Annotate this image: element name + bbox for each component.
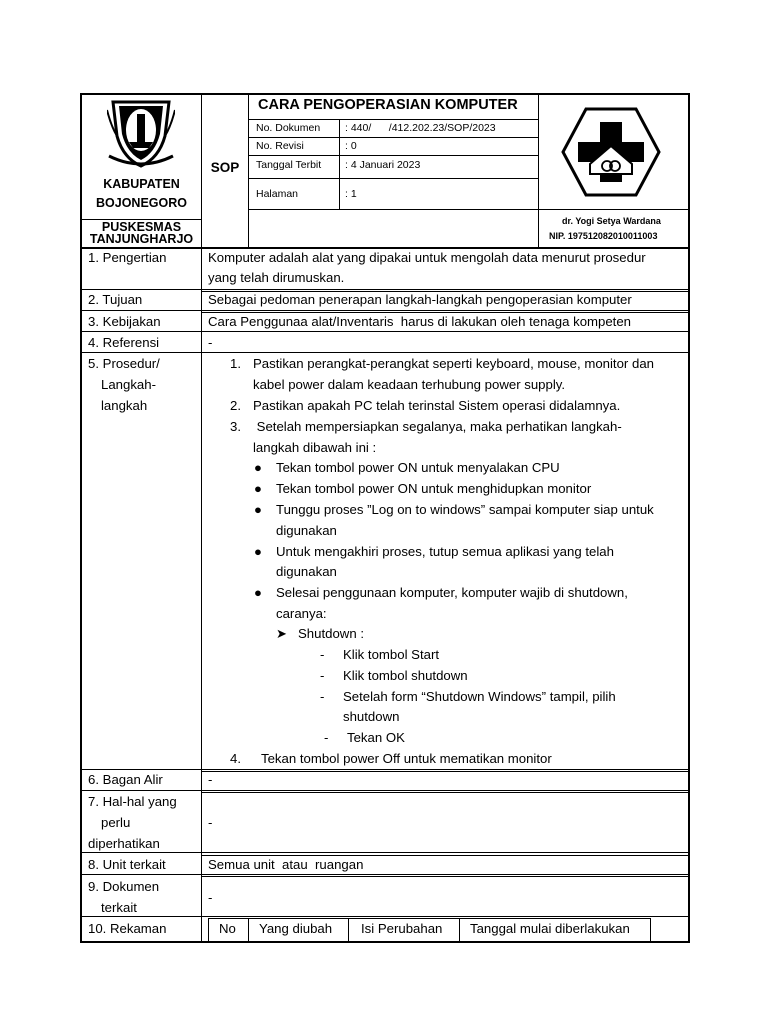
meta-label-halaman: Halaman	[256, 188, 299, 200]
dash-2-line-1: Klik tombol shutdown	[343, 668, 468, 683]
step-3-line-1: Setelah mempersiapkan segalanya, maka perhatikan langkah-	[253, 419, 622, 434]
document-title: CARA PENGOPERASIAN KOMPUTER	[258, 97, 518, 113]
meta-value-tanggal-terbit: : 4 Januari 2023	[345, 159, 421, 171]
step-2-number: 2.	[230, 398, 241, 413]
meta-label-no-dokumen: No. Dokumen	[256, 122, 321, 134]
bullet-4-line-1: Untuk mengakhiri proses, tutup semua aplikasi yang telah	[276, 544, 614, 559]
label-kebijakan: 3. Kebijakan	[88, 314, 161, 329]
step-1-line-2: kabel power dalam keadaan terhubung power supply.	[253, 377, 566, 392]
dash-4-line-1: Tekan OK	[347, 730, 405, 745]
meta-line-2	[248, 155, 538, 156]
rekaman-right	[650, 918, 651, 941]
row-line-4	[80, 352, 690, 353]
meta-value-no-revisi: : 0	[345, 140, 357, 152]
unit-terkait-text: Semua unit atau ruangan	[208, 857, 364, 872]
bullet-icon: ●	[254, 544, 262, 559]
meta-line-4	[248, 209, 688, 210]
row-line-8	[80, 874, 690, 875]
label-dokumen-terkait-line-2: terkait	[101, 900, 137, 915]
bullet-2-line-1: Tekan tombol power ON untuk menghidupkan monitor	[276, 481, 592, 496]
rekaman-col-2	[348, 918, 349, 941]
divider-sop-meta	[248, 93, 249, 248]
meta-line-0	[248, 119, 538, 120]
label-prosedur-line-2: Langkah-	[101, 377, 156, 392]
dash-icon: -	[320, 647, 325, 662]
pengertian-line-2: yang telah dirumuskan.	[208, 270, 345, 285]
bullet-5-line-1: Selesai penggunaan komputer, komputer wajib di shutdown,	[276, 585, 628, 600]
puskesmas-name-line-1: PUSKESMAS	[101, 220, 182, 234]
dash-icon: -	[324, 730, 329, 745]
row-line-1	[80, 289, 690, 290]
step-3-line-2: langkah dibawah ini :	[253, 440, 377, 455]
rekaman-col-no: No	[219, 921, 236, 936]
label-prosedur-line-1: 5. Prosedur/	[88, 356, 160, 371]
bullet-4-line-2: digunakan	[276, 564, 337, 579]
rekaman-top	[208, 918, 651, 919]
bullet-3-line-2: digunakan	[276, 523, 337, 538]
row-line-2b	[201, 312, 688, 313]
referensi-text: -	[208, 335, 213, 350]
label-dokumen-terkait-line-1: 9. Dokumen	[88, 879, 160, 894]
divider-meta-logo	[538, 93, 539, 248]
rekaman-col-1	[248, 918, 249, 941]
label-prosedur-line-3: langkah	[101, 398, 148, 413]
regency-name-line-2: BOJONEGORO	[96, 196, 187, 210]
step-4-text: Tekan tombol power Off untuk mematikan monitor	[261, 751, 552, 766]
regency-name-line-1: KABUPATEN	[103, 177, 180, 191]
row-line-2	[80, 310, 690, 311]
meta-line-1	[248, 137, 538, 138]
bagan-alir-text: -	[208, 772, 213, 787]
rekaman-col-isi-perubahan: Isi Perubahan	[361, 921, 443, 936]
row-line-6b	[201, 792, 688, 793]
puskesmas-name-line-2: TANJUNGHARJO	[89, 232, 194, 246]
row-line-3	[80, 331, 690, 332]
rekaman-left	[208, 918, 209, 941]
label-pengertian: 1. Pengertian	[88, 250, 167, 265]
bullet-icon: ●	[254, 460, 262, 475]
pengertian-line-1: Komputer adalah alat yang dipakai untuk mengolah data menurut prosedur	[208, 250, 646, 265]
label-hal-hal-line-3: diperhatikan	[88, 836, 160, 851]
label-bagan-alir: 6. Bagan Alir	[88, 772, 163, 787]
label-referensi: 4. Referensi	[88, 335, 160, 350]
row-line-7b	[201, 855, 688, 856]
puskesmas-logo	[560, 106, 662, 198]
label-hal-hal-line-2: perlu	[101, 815, 131, 830]
row-line-9	[80, 916, 690, 917]
dash-3-line-2: shutdown	[343, 709, 400, 724]
kebijakan-text: Cara Penggunaa alat/Inventaris harus di lakukan oleh tenaga kompeten	[208, 314, 632, 329]
outer-border-top	[80, 93, 690, 95]
meta-value-no-dokumen: : 440/ /412.202.23/SOP/2023	[345, 122, 496, 134]
rekaman-col-yang-diubah: Yang diubah	[259, 921, 333, 936]
dash-1-line-1: Klik tombol Start	[343, 647, 440, 662]
hal-hal-text: -	[208, 815, 213, 830]
outer-border-bottom	[80, 941, 690, 943]
tujuan-text: Sebagai pedoman penerapan langkah-langkah pengoperasian komputer	[208, 292, 632, 307]
signatory-name: dr. Yogi Setya Wardana	[562, 216, 661, 226]
arrow-bullet-icon: ➤	[276, 626, 288, 641]
dash-icon: -	[320, 668, 325, 683]
label-hal-hal-line-1: 7. Hal-hal yang	[88, 794, 177, 809]
bullet-icon: ●	[254, 585, 262, 600]
meta-label-no-revisi: No. Revisi	[256, 140, 304, 152]
meta-line-3	[248, 178, 538, 179]
row-line-8b	[201, 876, 688, 877]
divider-meta-inner	[339, 119, 340, 209]
bullet-icon: ●	[254, 481, 262, 496]
sop-label: SOP	[210, 160, 240, 175]
row-line-7	[80, 852, 690, 853]
step-3-number: 3.	[230, 419, 241, 434]
bullet-3-line-1: Tunggu proses ”Log on to windows” sampai komputer siap untuk	[276, 502, 654, 517]
dash-3-line-1: Setelah form “Shutdown Windows” tampil, pilih	[343, 689, 616, 704]
row-line-5	[80, 769, 690, 770]
dokumen-terkait-text: -	[208, 890, 213, 905]
step-1-number: 1.	[230, 356, 241, 371]
meta-value-halaman: : 1	[345, 188, 357, 200]
bullet-icon: ●	[254, 502, 262, 517]
row-line-6	[80, 790, 690, 791]
step-2-line-1: Pastikan apakah PC telah terinstal Sistem operasi didalamnya.	[253, 398, 621, 413]
step-1-line-1: Pastikan perangkat-perangkat seperti keyboard, mouse, monitor dan	[253, 356, 654, 371]
bullet-5-line-2: caranya:	[276, 606, 327, 621]
step-4-number: 4.	[230, 751, 241, 766]
row-line-5b	[201, 771, 688, 772]
label-rekaman: 10. Rekaman	[88, 921, 167, 936]
signatory-nip: NIP. 197512082010011003	[549, 231, 658, 241]
row-line-header-end	[80, 247, 690, 249]
label-unit-terkait: 8. Unit terkait	[88, 857, 166, 872]
meta-label-tanggal-terbit: Tanggal Terbit	[256, 159, 322, 171]
outer-border-right	[688, 93, 690, 943]
regency-emblem-logo	[107, 96, 175, 170]
dash-icon: -	[320, 689, 325, 704]
shutdown-sub-label: Shutdown :	[298, 626, 364, 641]
label-tujuan: 2. Tujuan	[88, 292, 143, 307]
bullet-1-line-1: Tekan tombol power ON untuk menyalakan CPU	[276, 460, 560, 475]
rekaman-col-3	[459, 918, 460, 941]
rekaman-col-tanggal: Tanggal mulai diberlakukan	[470, 921, 630, 936]
